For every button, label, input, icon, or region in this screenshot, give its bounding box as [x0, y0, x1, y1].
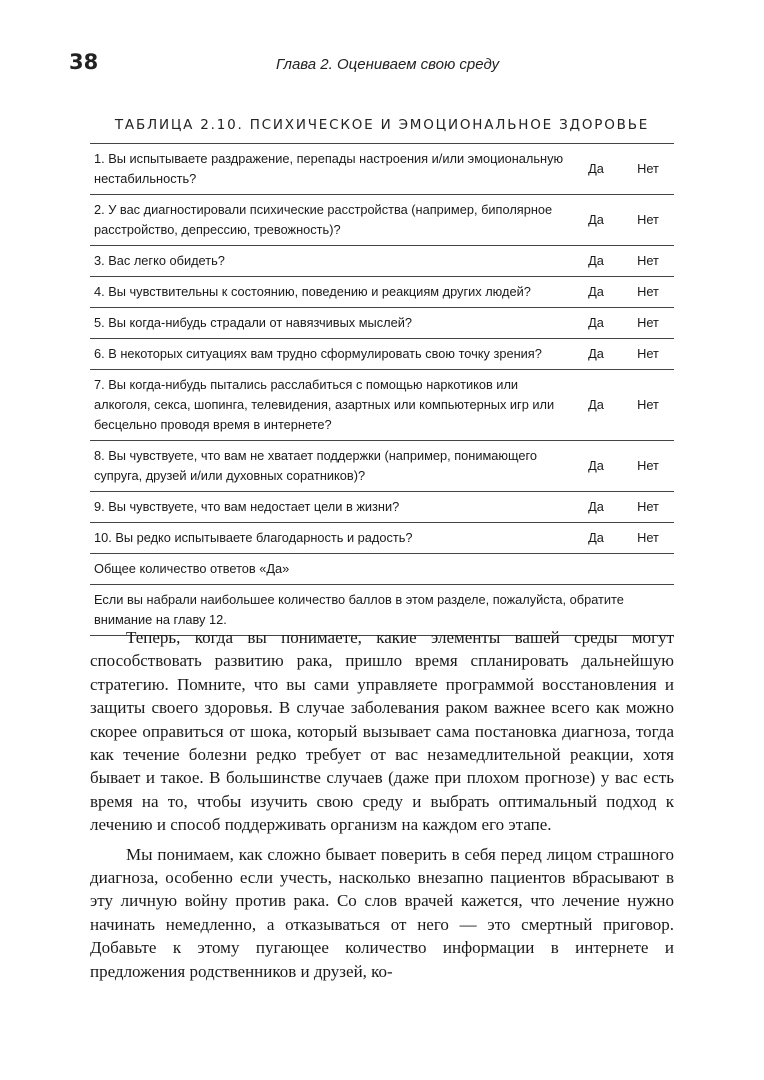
answer-yes: Да — [570, 308, 622, 339]
paragraph: Мы понимаем, как сложно бывает поверить в себя перед лицом страшного диагноза, особенно если учесть, насколько внезапно пациентов вбрасывают в эту личную войну против рака. Со слов врачей кажется, что лечение нужно начинать немедленно, а отказываться от него — это смертный приговор. Добавьте к этому пугающее количество информации в интернете и предложения родственников и друзей, ко- — [90, 844, 674, 981]
answer-no: Нет — [622, 441, 674, 492]
table-row — [90, 339, 674, 370]
total-label: Общее количество ответов «Да» — [90, 554, 674, 585]
answer-no: Нет — [622, 523, 674, 554]
answer-no: Нет — [622, 195, 674, 246]
question-text: 2. У вас диагностировали психические расстройства (например, биполярное расстройство, депрессию, тревожность)? — [90, 195, 570, 246]
answer-no: Нет — [622, 370, 674, 441]
table-row — [90, 246, 674, 277]
question-text: 6. В некоторых ситуациях вам трудно сформулировать свою точку зрения? — [90, 339, 570, 370]
answer-yes: Да — [570, 195, 622, 246]
table-row — [90, 523, 674, 554]
answer-no: Нет — [622, 492, 674, 523]
body-text — [90, 626, 674, 983]
answer-no: Нет — [622, 277, 674, 308]
answer-yes: Да — [570, 441, 622, 492]
total-row — [90, 554, 674, 585]
question-text: 10. Вы редко испытываете благодарность и радость? — [90, 523, 570, 554]
question-text: 8. Вы чувствуете, что вам не хватает поддержки (например, понимающего супруга, друзей и/или духовных соратников)? — [90, 441, 570, 492]
table-row — [90, 277, 674, 308]
questionnaire-table — [90, 143, 674, 636]
table-row — [90, 308, 674, 339]
table-note: Если вы набрали наибольшее количество баллов в этом разделе, пожалуйста, обратите внимание на главу 12. — [90, 585, 674, 636]
table-title: ТАБЛИЦА 2.10. ПСИХИЧЕСКОЕ И ЭМОЦИОНАЛЬНОЕ ЗДОРОВЬЕ — [114, 117, 650, 133]
question-text: 3. Вас легко обидеть? — [90, 246, 570, 277]
chapter-title: Глава 2. Оцениваем свою среду — [276, 56, 500, 73]
answer-no: Нет — [622, 339, 674, 370]
answer-yes: Да — [570, 370, 622, 441]
table-row — [90, 441, 674, 492]
paragraph: Теперь, когда вы понимаете, какие элементы вашей среды могут способствовать развитию рака, пришло время спланировать дальнейшую стратегию. Помните, что вы сами управляете программой восстановления и защиты своего здоровья. В случае заболевания раком важнее всего как можно скорее оправиться от шока, который вызывает сама постановка диагноза, тогда как течение болезни редко требует от вас незамедлительной реакции, хотя бывает и такое. В большинстве случаев (даже при плохом прогнозе) у вас есть время на то, чтобы изучить свою среду и выбрать оптимальный подход к лечению и способ поддерживать организм на каждом его этапе. — [90, 628, 674, 835]
answer-no: Нет — [622, 144, 674, 195]
answer-yes: Да — [570, 492, 622, 523]
table-row — [90, 370, 674, 441]
question-text: 7. Вы когда-нибудь пытались расслабиться с помощью наркотиков или алкоголя, секса, шопинга, телевидения, азартных или компьютерных игр или бесцельно проводя время в интернете? — [90, 370, 570, 441]
answer-yes: Да — [570, 339, 622, 370]
table-row — [90, 492, 674, 523]
answer-yes: Да — [570, 144, 622, 195]
table-row — [90, 144, 674, 195]
question-text: 5. Вы когда-нибудь страдали от навязчивых мыслей? — [90, 308, 570, 339]
page-number: 38 — [69, 50, 99, 74]
question-text: 4. Вы чувствительны к состоянию, поведению и реакциям других людей? — [90, 277, 570, 308]
table-row — [90, 195, 674, 246]
answer-no: Нет — [622, 308, 674, 339]
question-text: 1. Вы испытываете раздражение, перепады настроения и/или эмоциональную нестабильность? — [90, 144, 570, 195]
answer-yes: Да — [570, 246, 622, 277]
answer-yes: Да — [570, 523, 622, 554]
answer-yes: Да — [570, 277, 622, 308]
question-text: 9. Вы чувствуете, что вам недостает цели в жизни? — [90, 492, 570, 523]
answer-no: Нет — [622, 246, 674, 277]
